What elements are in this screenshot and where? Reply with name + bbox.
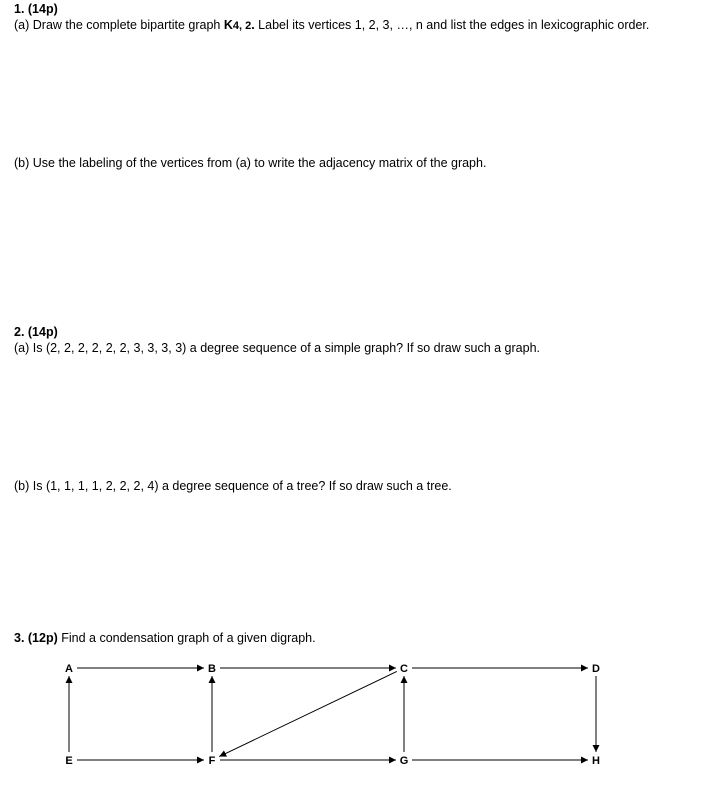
vertex-E: E xyxy=(65,755,73,767)
edge-C-F xyxy=(219,671,397,756)
graph-name: K xyxy=(223,18,233,32)
q2-part-a: (a) Is (2, 2, 2, 2, 2, 2, 3, 3, 3, 3) a degree sequence of a simple graph? If so draw such a graph. xyxy=(14,341,540,355)
q3-heading: 3. (12p) xyxy=(14,631,58,645)
q2-part-b: (b) Is (1, 1, 1, 1, 2, 2, 2, 4) a degree sequence of a tree? If so draw such a tree. xyxy=(14,479,452,493)
graph-subscript: 4, 2 xyxy=(232,20,252,32)
vertex-H: H xyxy=(592,755,600,767)
digraph xyxy=(0,655,713,805)
vertex-A: A xyxy=(65,663,73,675)
q1-heading: 1. (14p) xyxy=(14,2,58,16)
vertex-F: F xyxy=(208,755,216,767)
q1-part-a: (a) Draw the complete bipartite graph K4, 2. Label its vertices 1, 2, 3, …, n and list the edges in lexicographic order. xyxy=(14,18,650,32)
q3-prompt: 3. (12p) Find a condensation graph of a given digraph. xyxy=(14,631,316,645)
vertex-B: B xyxy=(208,663,216,675)
q1-part-b: (b) Use the labeling of the vertices from (a) to write the adjacency matrix of the graph. xyxy=(14,156,487,170)
vertex-C: C xyxy=(400,663,408,675)
q2-heading: 2. (14p) xyxy=(14,325,58,339)
vertex-G: G xyxy=(399,755,409,767)
vertex-D: D xyxy=(592,663,600,675)
